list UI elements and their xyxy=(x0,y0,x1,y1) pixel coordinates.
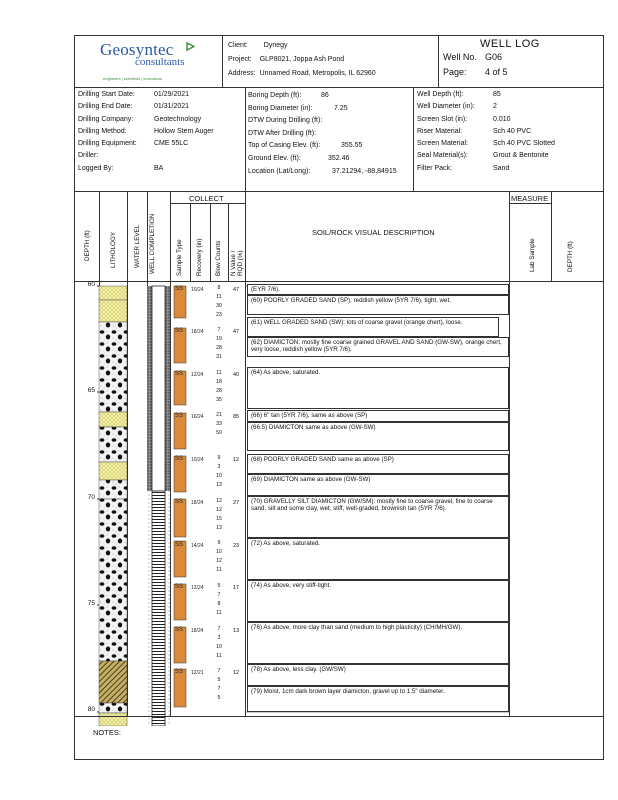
col-header-depth: DEPTH (ft) xyxy=(84,230,91,261)
description-entry: (66.5) DIAMICTON same as above (GW-SW) xyxy=(247,422,509,451)
depth-label: 80 xyxy=(87,706,95,713)
address-label: Address: xyxy=(228,70,256,77)
col-header-nvalue-text: N Value / RQD (%) xyxy=(230,250,244,276)
description-entry: (68) POORLY GRADED SAND same as above (SP) xyxy=(247,454,509,474)
blow-count: 5 xyxy=(217,695,221,701)
well-no-label: Well No. xyxy=(443,52,477,62)
info-value: 86 xyxy=(321,92,329,99)
col-header-measure: MEASURE xyxy=(511,194,549,203)
col-header-sample-type: Sample Type xyxy=(176,239,183,276)
info-value: 355.55 xyxy=(341,142,363,150)
n-value: 47 xyxy=(232,329,240,335)
sample-type: SS xyxy=(175,371,184,377)
blow-count: 3 xyxy=(217,464,221,470)
description-entry: (62) DIAMICTON: mostly fine coarse grained GRAVEL AND SAND (GW-SW), orange chert, very loose, reddish yellow (5YR 7/6). xyxy=(247,337,509,357)
sample-type: SS xyxy=(175,456,184,462)
info-value: Sand xyxy=(493,164,510,172)
info-label: DTW After Drilling (ft): xyxy=(248,129,317,137)
blow-count: 19 xyxy=(216,336,222,342)
info-label: DTW During Drilling (ft): xyxy=(248,117,323,125)
info-row xyxy=(78,89,243,101)
info-value: 01/31/2021 xyxy=(154,103,190,111)
sample-recovery: 18/24 xyxy=(191,628,204,634)
col-header-depth-right: DEPTH (ft) xyxy=(567,241,574,272)
blow-count: 3 xyxy=(217,635,221,641)
sample-recovery: 18/24 xyxy=(191,329,204,335)
info-label: Ground Elev. (ft): xyxy=(248,154,301,162)
lithology-column xyxy=(99,286,127,726)
col-header-blow-counts: Blow Counts xyxy=(215,240,222,276)
blow-count: 7 xyxy=(217,626,221,632)
blow-count: 11 xyxy=(216,370,222,376)
well-completion-column xyxy=(147,286,170,726)
sample-recovery: 16/24 xyxy=(191,414,204,420)
blow-count: 28 xyxy=(216,345,222,351)
project-info xyxy=(228,39,438,81)
col-header-well-completion xyxy=(149,204,156,274)
info-value: Geotechnology xyxy=(154,115,202,123)
info-label: Drilling Method: xyxy=(78,127,127,135)
description-entry: (79) Moist, 1cm dark brown layer diamicton, gravel up to 1.5" diameter. xyxy=(247,686,509,712)
info-row xyxy=(417,89,603,101)
blow-count: 13 xyxy=(216,482,222,488)
blow-count: 8 xyxy=(217,285,221,291)
blow-count: 11 xyxy=(216,610,222,616)
col-header-lithology: LITHOLOGY xyxy=(110,231,117,268)
sample-recovery: 10/24 xyxy=(191,457,204,463)
n-value: 17 xyxy=(232,585,240,591)
sample-type: SS xyxy=(175,413,184,419)
info-value: BA xyxy=(154,164,164,172)
well-number xyxy=(443,52,503,62)
n-value: 47 xyxy=(232,287,240,293)
description-entry: (64) As above, saturated. xyxy=(247,367,509,409)
info-value: Grout & Bentonite xyxy=(493,152,549,160)
blow-count: 10 xyxy=(216,473,222,479)
info-label: Boring Diameter (in): xyxy=(248,104,313,112)
n-value: 12 xyxy=(232,457,240,463)
company-logo xyxy=(97,40,217,84)
blow-count: 10 xyxy=(216,644,222,650)
blow-count: 12 xyxy=(216,498,222,504)
page-value: 4 of 5 xyxy=(485,67,508,77)
info-label: Filter Pack: xyxy=(417,164,453,172)
info-value: Sch 40 PVC Slotted xyxy=(493,140,555,148)
info-row xyxy=(78,138,243,150)
page-number xyxy=(443,67,508,77)
info-value: Hollow Stem Auger xyxy=(154,127,214,135)
blow-count: 11 xyxy=(216,294,222,300)
description-entry: (60) POORLY GRADED SAND (SP): reddish yellow (5YR 7/6), tight, wet. xyxy=(247,295,509,315)
info-row xyxy=(78,126,243,138)
blow-count: 8 xyxy=(217,601,221,607)
info-row xyxy=(417,126,603,138)
info-row xyxy=(417,101,603,113)
col-header-lab-sample: Lab Sample xyxy=(529,238,536,272)
blow-count: 31 xyxy=(216,354,222,360)
col-header-description: SOIL/ROCK VISUAL DESCRIPTION xyxy=(312,228,435,237)
description-entry: (61) WELL GRADED SAND (SW): lots of coarse gravel (orange chert), loose. xyxy=(247,317,499,337)
blow-count: 28 xyxy=(216,388,222,394)
sample-type: SS xyxy=(175,286,184,292)
blow-count: 35 xyxy=(216,397,222,403)
info-label: Driller: xyxy=(78,152,99,160)
info-label: Well Depth (ft): xyxy=(417,91,464,98)
blow-count: 23 xyxy=(216,312,222,318)
info-row xyxy=(248,140,413,153)
blow-count: 15 xyxy=(216,516,222,522)
drilling-info-col1 xyxy=(78,89,243,175)
sample-type: SS xyxy=(175,542,184,548)
info-label: Boring Depth (ft): xyxy=(248,92,302,99)
n-value: 23 xyxy=(232,543,240,549)
info-row xyxy=(248,90,413,103)
info-row xyxy=(248,153,413,166)
blow-count: 10 xyxy=(216,549,222,555)
log-title: WELL LOG xyxy=(480,38,540,50)
blow-count: 9 xyxy=(217,455,221,461)
col-header-well-completion-text: WELL COMPLETION xyxy=(149,213,156,274)
sample-recovery: 10/24 xyxy=(191,287,204,293)
info-row xyxy=(78,150,243,162)
info-row xyxy=(78,114,243,126)
info-row xyxy=(248,166,413,179)
logo-tagline: engineers | scientists | innovators xyxy=(103,76,162,81)
info-label: Screen Slot (in): xyxy=(417,115,468,123)
sample-type: SS xyxy=(175,669,184,675)
blow-count: 5 xyxy=(217,677,221,683)
blow-count: 11 xyxy=(216,653,222,659)
n-value: 13 xyxy=(232,628,240,634)
description-entry: (66) 6" tan (5YR 7/6), same as above (SP) xyxy=(247,410,509,422)
blow-count: 30 xyxy=(216,303,222,309)
info-row xyxy=(417,138,603,150)
description-entry: (78) As above, less clay. (GW/SW) xyxy=(247,664,509,686)
col-header-recovery: Recovery (in) xyxy=(196,238,203,276)
info-value: 37.21294, -88.84915 xyxy=(332,167,397,175)
info-value: 7.25 xyxy=(334,104,348,112)
sample-recovery: 18/24 xyxy=(191,500,204,506)
blow-count: 9 xyxy=(217,540,221,546)
info-row xyxy=(248,115,413,128)
info-label: Drilling Start Date: xyxy=(78,91,135,98)
project-value: GLP8021, Joppa Ash Pond xyxy=(259,56,345,63)
logo-subtitle: consultants xyxy=(135,56,185,68)
page-label: Page: xyxy=(443,67,467,77)
info-label: Drilling Company: xyxy=(78,115,134,123)
blow-count: 12 xyxy=(216,558,222,564)
info-label: Drilling End Date: xyxy=(78,103,133,111)
depth-axis xyxy=(97,286,99,712)
info-row xyxy=(417,150,603,162)
info-value: 85 xyxy=(493,91,501,98)
drilling-info-col3 xyxy=(417,89,603,175)
info-row xyxy=(248,103,413,116)
well-log-sheet xyxy=(74,35,604,760)
info-value: 01/29/2021 xyxy=(154,91,190,98)
logo-wordmark: Geosyntec xyxy=(100,40,174,59)
client-value: Dynegy xyxy=(263,42,288,49)
info-value: 352.46 xyxy=(328,154,350,162)
col-header-water-level: WATER LEVEL xyxy=(134,224,141,268)
info-label: Location (Lat/Long): xyxy=(248,167,311,175)
sample-type: SS xyxy=(175,328,184,334)
sample-type: SS xyxy=(175,627,184,633)
info-row xyxy=(78,163,243,175)
description-entry: (70) GRAVELLY SILT DIAMICTON (GW/SM): mostly fine to coarse gravel, fine to coarse sand, silt and some clay, wet, stiff, well-graded, brownish tan (5YR 7/6). xyxy=(247,496,509,538)
address-value: Unnamed Road, Metropolis, IL 62960 xyxy=(259,70,376,77)
info-value: Sch 40 PVC xyxy=(493,127,532,135)
sample-type: SS xyxy=(175,584,184,590)
info-row xyxy=(78,101,243,113)
info-label: Top of Casing Elev. (ft): xyxy=(248,142,321,150)
info-label: Screen Material: xyxy=(417,140,468,148)
sample-recovery: 12/24 xyxy=(191,585,204,591)
depth-label: 60 xyxy=(87,281,95,288)
info-row xyxy=(417,114,603,126)
sample-bars xyxy=(174,286,186,707)
description-entry: (EYR 7/6). xyxy=(247,284,509,295)
info-row xyxy=(248,128,413,141)
sample-type: SS xyxy=(175,499,184,505)
blow-count: 50 xyxy=(216,430,222,436)
info-value: 2 xyxy=(493,103,497,111)
blow-count: 13 xyxy=(216,525,222,531)
info-label: Seal Material(s): xyxy=(417,152,468,160)
sample-recovery: 14/24 xyxy=(191,543,204,549)
description-entry: (69) DIAMICTON same as above (GW-SW) xyxy=(247,474,509,496)
depth-label: 75 xyxy=(87,600,95,607)
description-entry: (72) As above, saturated. xyxy=(247,538,509,580)
blow-count: 33 xyxy=(216,421,222,427)
info-label: Riser Material: xyxy=(417,127,463,135)
client-label: Client: xyxy=(228,42,248,49)
info-label: Logged By: xyxy=(78,164,114,172)
drilling-info-col2 xyxy=(248,90,413,178)
well-no-value: G06 xyxy=(485,52,503,62)
blow-count: 11 xyxy=(216,567,222,573)
info-row xyxy=(417,163,603,175)
blow-count: 7 xyxy=(217,686,221,692)
col-header-collect: COLLECT xyxy=(189,194,224,203)
info-value: CME 55LC xyxy=(154,140,189,148)
description-entry: (76) As above, more clay than sand (medium to high plasticity) (CH/MH/GW). xyxy=(247,622,509,664)
sample-recovery: 12/21 xyxy=(191,670,204,676)
logo-triangle-icon xyxy=(186,42,195,51)
blow-count: 21 xyxy=(216,412,222,418)
n-value: 12 xyxy=(232,670,240,676)
n-value: 85 xyxy=(232,414,240,420)
info-value: 0.010 xyxy=(493,115,511,123)
blow-count: 7 xyxy=(217,668,221,674)
description-entry: (74) As above, very stiff-tight. xyxy=(247,580,509,622)
blow-count: 7 xyxy=(217,327,221,333)
blow-count: 5 xyxy=(217,583,221,589)
project-label: Project: xyxy=(228,56,252,63)
info-label: Drilling Equipment: xyxy=(78,140,137,148)
blow-count: 18 xyxy=(216,379,222,385)
sample-recovery: 12/24 xyxy=(191,372,204,378)
blow-count: 7 xyxy=(217,592,221,598)
blow-count: 12 xyxy=(216,507,222,513)
info-label: Well Diameter (in): xyxy=(417,103,475,111)
n-value: 27 xyxy=(232,500,240,506)
notes-label: NOTES: xyxy=(93,728,121,737)
n-value: 40 xyxy=(232,372,240,378)
depth-label: 65 xyxy=(87,387,95,394)
depth-label: 70 xyxy=(87,494,95,501)
col-header-nvalue xyxy=(230,236,244,276)
